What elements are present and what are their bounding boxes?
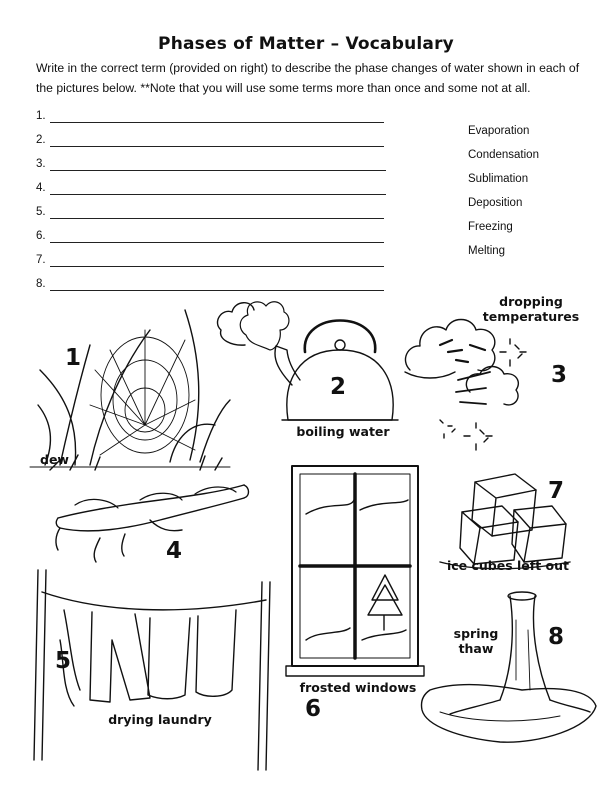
picture-number-5: 5 bbox=[55, 648, 72, 674]
icy-branch-icon bbox=[56, 485, 249, 562]
answer-number: 8. bbox=[36, 278, 46, 290]
spiderweb-grass-icon bbox=[30, 310, 230, 470]
picture-number-4: 4 bbox=[166, 538, 183, 564]
term-evaporation: Evaporation bbox=[468, 125, 530, 137]
caption-drying-laundry: drying laundry bbox=[108, 712, 212, 727]
caption-boiling-water: boiling water bbox=[296, 424, 390, 439]
answer-number: 6. bbox=[36, 230, 46, 242]
frosted-window-icon bbox=[286, 466, 424, 676]
answer-number: 4. bbox=[36, 182, 46, 194]
picture-number-2: 2 bbox=[330, 374, 347, 400]
term-sublimation: Sublimation bbox=[468, 173, 529, 185]
picture-number-8: 8 bbox=[548, 624, 565, 650]
answer-number: 5. bbox=[36, 206, 46, 218]
term-condensation: Condensation bbox=[468, 149, 539, 161]
answer-number: 2. bbox=[36, 134, 46, 146]
answer-number: 7. bbox=[36, 254, 46, 266]
term-melting: Melting bbox=[468, 245, 506, 257]
page-title: Phases of Matter – Vocabulary bbox=[158, 34, 454, 54]
picture-number-1: 1 bbox=[65, 345, 82, 371]
picture-number-3: 3 bbox=[551, 362, 568, 388]
answer-number: 3. bbox=[36, 158, 46, 170]
caption-frosted-windows: frosted windows bbox=[299, 680, 417, 695]
picture-number-7: 7 bbox=[548, 478, 565, 504]
caption-ice-cubes-left-out: ice cubes left out bbox=[446, 558, 570, 573]
instructions: Write in the correct term (provided on right) to describe the phase changes of water shown in each of the pictures below. **Note that you will use some terms more than once and some not at all. bbox=[36, 61, 580, 95]
tea-kettle-icon bbox=[217, 302, 398, 420]
term-deposition: Deposition bbox=[468, 197, 523, 209]
caption-dew: dew bbox=[40, 452, 69, 467]
term-freezing: Freezing bbox=[468, 221, 513, 233]
clouds-wind-icon bbox=[405, 320, 526, 451]
picture-number-6: 6 bbox=[305, 696, 322, 722]
tree-stump-icon bbox=[421, 592, 596, 742]
caption-dropping-temperatures: dropping temperatures bbox=[482, 294, 580, 324]
answer-number: 1. bbox=[36, 110, 46, 122]
caption-spring-thaw: spring thaw bbox=[453, 626, 499, 656]
